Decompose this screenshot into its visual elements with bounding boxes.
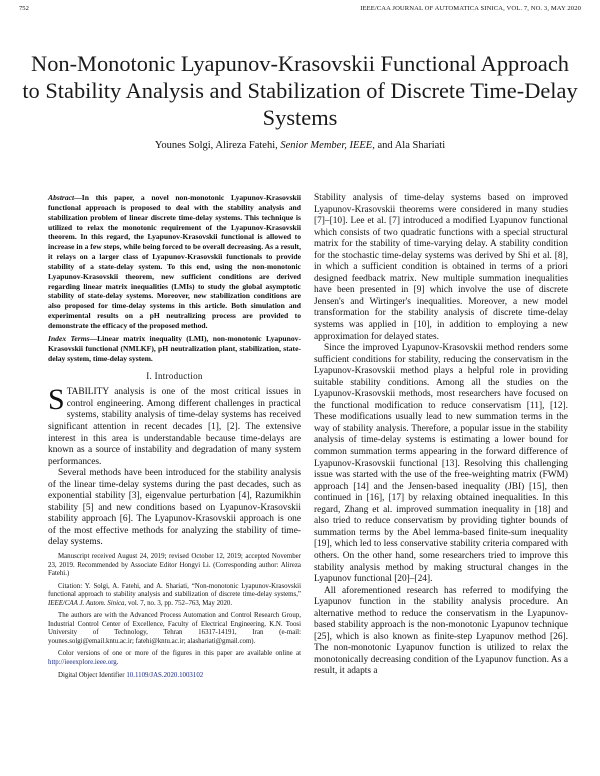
index-terms-label: Index Terms (48, 333, 90, 343)
paper-title: Non-Monotonic Lyapunov-Krasovskii Functional Approach to Stability Analysis and Stabilization of Discrete Time-Delay Systems (22, 51, 578, 130)
abstract (48, 193, 301, 331)
footnote-received: Manuscript received August 24, 2019; revised October 12, 2019; accepted November 23, 2019. Recommended by Associate Editor Hongyi Li. (Corresponding author: Alireza Fatehi.) (48, 553, 301, 578)
intro-paragraph-1 (48, 383, 301, 468)
color-suffix: . (116, 659, 119, 667)
author-membership: Senior Member, IEEE, (280, 140, 375, 151)
citation-prefix: Citation: Y. Solgi, A. Fatehi, and A. Shariati, “Non-monotonic Lyapunov-Krasovskii functional approach to stability analysis and stabilization of discrete time-delay systems,” (48, 582, 301, 599)
footnote-color-versions (48, 650, 301, 667)
citation-journal: IEEE/CAA J. Autom. Sinica, (48, 599, 127, 607)
page-number: 752 (19, 5, 29, 12)
color-prefix: Color versions of one or more of the figures in this paper are available online at (58, 650, 301, 658)
doi-link[interactable]: 10.1109/JAS.2020.1003102 (126, 671, 204, 679)
abstract-dash: — (74, 193, 82, 202)
author-line (20, 140, 580, 151)
footnote-citation (48, 583, 301, 609)
intro-paragraph-2: Several methods have been introduced for the stability analysis of the linear time-delay systems during the past decades, such as exponential stability [3], eigenvalue perturbation [4], Razumikhin stability [5] and new conditions based on Lyapunov-Krasovskii stability approach [6]. The Lyapunov-Krasovskii approach is one of the most effective methods for analyzing the stability of time-delay systems. (48, 468, 301, 548)
abstract-text: In this paper, a novel non-monotonic Lyapunov-Krasovskii functional approach is proposed to deal with the stability analysis and stabilization problem of linear discrete time-delay systems. This technique is utilized to relax the monotonic requirement of the Lyapunov-Krasovskii theorem. In this regard, the Lyapunov-Krasovskii functional is allowed to increase in a few steps, while being forced to be overall decreasing. As a result, it relays on a larger class of Lyapunov-Krasovskii functionals to provide stability of a state-delay system. To this end, using the non-monotonic Lyapunov-Krasovskii theorem, new sufficient conditions are derived regarding linear matrix inequalities (LMIs) to study the global asymptotic stability of state-delay systems. Moreover, new stabilization conditions are also proposed for time-delay systems in this article. Both simulation and experimental results on a pH neutralizing process are provided to demonstrate the efficacy of the proposed method. (48, 193, 301, 330)
footnote-doi (48, 672, 301, 681)
author-names: Younes Solgi, Alireza Fatehi, (154, 140, 278, 151)
ieeexplore-link[interactable]: http://ieeexplore.ieee.org (48, 659, 117, 667)
citation-suffix: vol. 7, no. 3, pp. 752–763, May 2020. (127, 599, 233, 607)
right-paragraph-1: Stability analysis of time-delay systems based on improved Lyapunov-Krasovskii theorems were considered in many studies [7]–[10]. Lee et al. [7] introduced a modified Lyapunov functional which consists of two quadratic functions with a special structural matrix for the stability of time-varying delay. A stability condition for the stochastic time-delay systems was derived by Shi et al. [8], in which a sufficient condition is obtained in terms of a priori designed feedback matrix. New multiple summation inequalities have been presented in [9] which involve the use of discrete Jensen's and Wirtinger's inequalities. Moreover, a new model transformation for the stability analysis of discrete time-delay systems was applied in [10], in addition to employing a new approximation for delayed states. (314, 193, 568, 342)
running-header (19, 5, 581, 17)
right-paragraph-3: All aforementioned research has referred to modifying the Lyapunov function in the stability analysis procedure. An alternative method to reduce the conservatism in the Lyapunov-based stability approach is the non-monotonic Lyapunov technique [25], which is also known as finite-step Lyapunov method [26]. The non-monotonic Lyapunov function is utilized to relax the monotonically decreasing condition of the Lyapunov function. As a result, it adapts a (314, 585, 568, 677)
abstract-label: Abstract (48, 193, 75, 202)
right-paragraph-2: Since the improved Lyapunov-Krasovskii method renders some sufficient conditions for stability, reducing the conservatism in the Lyapunov-Krasovskii method plays a helpful role in providing suitable stability conditions. Among all the studies on the Lyapunov-Krasovskii methods, most researchers have focused on the functional modification to reduce conservatism [11], [12]. These modifications usually lead to new summation terms in the way of stability analysis. Therefore, a popular issue in the stability analysis of time-delay systems is estimating a lower bound for common summation terms appearing in the forward difference of Lyapunov-Krasovskii functional [13]. Resolving this challenging issue was started with the use of the free-weighting matrix (FWM) approach [14] and the Jensen-based inequality (JBI) [15], then continued in [16], [17] by relaxing obtained inequalities. In this regard, Zhang et al. improved summation inequality in [18] and also tried to reduce conservatism by providing tighter bounds of summation terms by the Abel lemma-based finite-sum inequality [19], which led to less conservative stability criteria compared with others. On the other hand, some researchers tried to improve this stability analysis method by making structural changes in the Lyapunov functional [20]–[24]. (314, 343, 568, 585)
footnote-affiliation: The authors are with the Advanced Process Automation and Control Research Group, Industrial Control Center of Excellence, Faculty of Electrical Engineering, K.N. Toosi University of Technology, Tehran 16317-14191, Iran (e-mail: younes.solgi@email.kntu.ac.ir; fatehi@kntu.ac.ir; alashariati@gmail.com). (48, 612, 301, 645)
index-terms-dash: — (89, 333, 98, 343)
index-terms-text: Linear matrix inequality (LMI), non-monotonic Lyapunov-Krasovskii functional (NMLKF), pH neutralization plant, stabilization, state-delay system, time-delay system. (48, 333, 301, 363)
drop-cap: S (48, 383, 65, 417)
section-heading-introduction: I. Introduction (146, 371, 203, 382)
doi-prefix: Digital Object Identifier (58, 671, 125, 679)
left-column (48, 193, 301, 680)
index-terms (48, 334, 301, 364)
right-column (314, 193, 568, 678)
intro-paragraph-1-text: TABILITY analysis is one of the most critical issues in control engineering. Among different challenges in practical systems, stability analysis of time-delay systems has received significant attention in recent decades [1], [2]. The extensive interest in this area is understandable because time-delays are known as a source of instability and degradation of many system performances. (48, 387, 301, 467)
author-last: and Ala Shariati (377, 140, 446, 151)
journal-name: IEEE/CAA JOURNAL OF AUTOMATICA SINICA, VOL. 7, NO. 3, MAY 2020 (360, 5, 581, 12)
